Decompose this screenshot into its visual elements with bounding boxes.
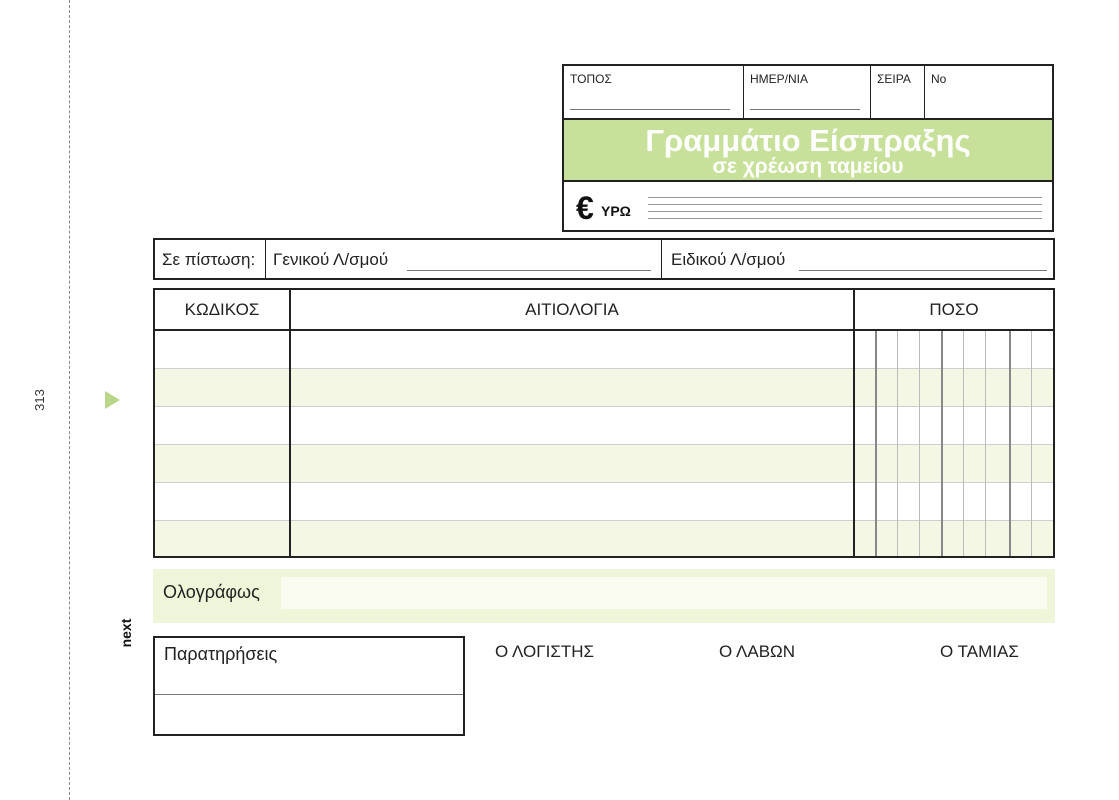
- column-header-amount: ΠΟΣΟ: [929, 300, 979, 319]
- number-label: No: [931, 72, 947, 86]
- credit-label: Σε πίστωση:: [162, 250, 256, 269]
- receiver-signature-label: Ο ΛΑΒΩΝ: [719, 642, 796, 661]
- remarks-label: Παρατηρήσεις: [164, 644, 278, 664]
- in-words-field[interactable]: [281, 577, 1047, 609]
- accountant-signature-label: Ο ΛΟΓΙΣΤΗΣ: [495, 642, 594, 661]
- series-field[interactable]: [871, 66, 925, 118]
- receipt-header: [562, 64, 1054, 232]
- special-account-field[interactable]: [799, 270, 1047, 271]
- remarks-box[interactable]: [153, 636, 465, 736]
- triangle-marker-icon: [105, 391, 120, 409]
- date-line: [750, 109, 860, 110]
- document-title: Γραμμάτιο Είσπραξης: [645, 123, 971, 158]
- credit-divider: [661, 240, 662, 278]
- number-field[interactable]: [925, 66, 1052, 118]
- euro-icon: €: [576, 190, 594, 226]
- perforation-line: [69, 0, 70, 800]
- page-number: 313: [32, 389, 47, 411]
- amount-digit-divider: [941, 331, 943, 556]
- header-fields-row: [564, 66, 1052, 120]
- amount-digit-divider: [1009, 331, 1011, 556]
- column-divider: [853, 290, 855, 556]
- amount-digit-divider: [1031, 331, 1032, 556]
- place-line: [570, 109, 730, 110]
- credit-divider: [265, 240, 266, 278]
- series-label: ΣΕΙΡΑ: [877, 72, 911, 86]
- amount-digit-divider: [875, 331, 877, 556]
- amount-digit-divider: [963, 331, 964, 556]
- column-header-code: ΚΩΔΙΚΟΣ: [184, 300, 260, 319]
- place-label: ΤΟΠΟΣ: [570, 72, 612, 86]
- amount-digit-divider: [897, 331, 898, 556]
- amount-line[interactable]: [648, 218, 1042, 219]
- column-header-reason: ΑΙΤΙΟΛΟΓΙΑ: [525, 300, 619, 319]
- date-field[interactable]: [744, 66, 871, 118]
- date-label: ΗΜΕΡ/ΝΙΑ: [750, 72, 809, 86]
- place-field[interactable]: [564, 66, 744, 118]
- special-account-label: Ειδικού Λ/σμού: [671, 250, 786, 269]
- amount-digit-divider: [919, 331, 920, 556]
- currency-word: ΥΡΩ: [601, 203, 631, 219]
- column-divider: [289, 290, 291, 556]
- credit-row: [153, 238, 1055, 280]
- remarks-divider: [155, 694, 463, 695]
- amount-digit-divider: [985, 331, 986, 556]
- amount-in-words-band: [153, 569, 1055, 623]
- amount-line[interactable]: [648, 211, 1042, 212]
- general-account-label: Γενικού Λ/σμού: [273, 250, 389, 269]
- cashier-signature-label: Ο ΤΑΜΙΑΣ: [940, 642, 1019, 661]
- general-account-field[interactable]: [407, 270, 651, 271]
- title-band: [564, 120, 1052, 182]
- amount-line[interactable]: [648, 204, 1042, 205]
- brand-logo: next: [118, 618, 134, 648]
- document-subtitle: σε χρέωση ταμείου: [712, 155, 904, 178]
- items-table: [153, 288, 1055, 558]
- amount-line[interactable]: [648, 197, 1042, 198]
- in-words-label: Ολογράφως: [163, 582, 260, 602]
